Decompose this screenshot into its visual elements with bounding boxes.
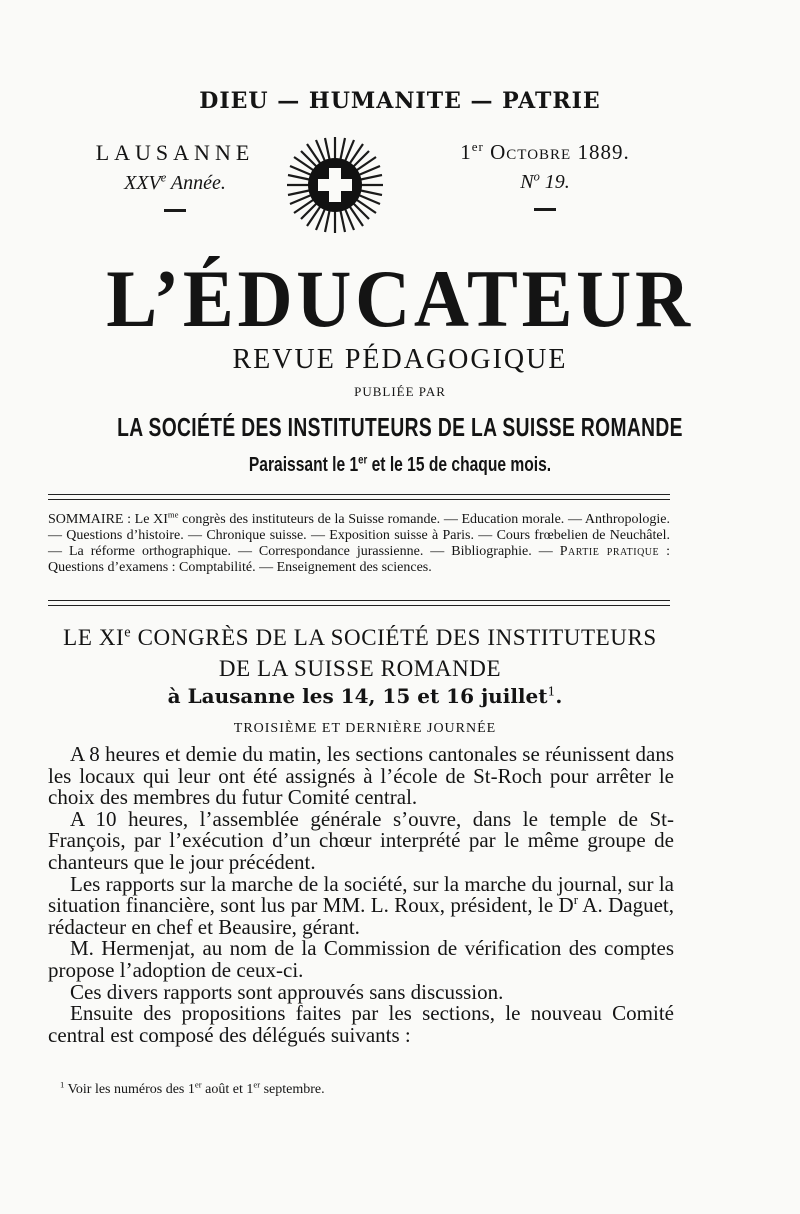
footnote [60, 1079, 680, 1098]
divider-dash [164, 209, 186, 212]
cross-horizontal [318, 179, 352, 191]
paragraph: Ces divers rapports sont approuvés sans discussion. [70, 979, 504, 1004]
header-right [440, 140, 650, 211]
paragraph-part: A. Daguet, rédacteur en chef et Beausire, gérant. [48, 893, 674, 939]
swiss-cross-emblem-icon [285, 135, 385, 235]
paragraph [48, 871, 674, 939]
paragraph-sup: r [573, 892, 579, 908]
footnote-text-b: août et 1 [201, 1082, 254, 1097]
summary-label: SOMMAIRE : [48, 512, 132, 527]
article-title-a: LE XI [63, 625, 125, 650]
divider-dash [534, 208, 556, 211]
paragraph: A 10 heures, l’assemblée générale s’ouvre, dans le temple de St-François, par l’exécution d’un chœur interprété par le même groupe de chanteurs que le jour précédent. [48, 806, 674, 874]
journal-subtitle: REVUE PÉDAGOGIQUE [232, 344, 568, 375]
date-month: Octobre [490, 140, 572, 164]
society-name: LA SOCIÉTÉ DES INSTITUTEURS DE LA SUISSE ROMANDE [117, 412, 683, 442]
date-day: 1 [460, 140, 472, 164]
date-day-sup: er [471, 139, 484, 154]
article-subheading: à Lausanne les 14, 15 et 16 juillet$^1$. [167, 683, 563, 708]
footnote-text-c: septembre. [260, 1082, 325, 1097]
footnote-reference: 1 [547, 683, 556, 699]
year-number: XXV [124, 172, 161, 194]
article-heading [0, 622, 720, 684]
article-heading-line2: DE LA SUISSE ROMANDE [218, 656, 502, 681]
frequency-sup: er [358, 452, 368, 467]
article-subtitle: à Lausanne les 14, 15 et 16 juillet [167, 684, 548, 708]
summary-practical-label: Partie pratique [559, 544, 660, 559]
footnote-sup1: er [194, 1079, 202, 1090]
footnote-text-a: Voir les numéros des 1 [64, 1082, 195, 1097]
article-title-sup: e [124, 624, 132, 641]
paragraph: A 8 heures et demie du matin, les sections cantonales se réunissent dans les locaux qui leur ont été assignés à l’école de St-Roch pour arrêter le choix des membres du futur Comité central. [48, 742, 674, 810]
motto: DIEU — HUMANITE — PATRIE [199, 88, 601, 114]
rule-top-2 [48, 499, 670, 500]
article-title-b: CONGRÈS DE LA SOCIÉTÉ DES INSTITUTEURS [131, 625, 657, 650]
frequency-b: et le 15 de chaque mois. [367, 454, 552, 476]
city: LAUSANNE [95, 140, 255, 165]
paragraph: M. Hermenjat, au nom de la Commission de vérification des comptes propose l’adoption de ceux-ci. [48, 936, 674, 982]
article-heading-line1 [0, 622, 720, 653]
footnote-sup2: er [253, 1079, 261, 1090]
year-sup: e [160, 170, 167, 185]
issue-prefix-sup: o [533, 169, 540, 184]
paragraph: Ensuite des propositions faites par les sections, le nouveau Comité central est composé des délégués suivants : [48, 1001, 674, 1047]
paragraph-part: Les rapports sur la marche de la société, sur la marche du journal, sur la situation financière, sont lus par MM. L. Roux, président, le D [48, 871, 674, 918]
summary-part1-sup: me [167, 509, 179, 520]
publication-frequency [88, 454, 712, 477]
issue-number [440, 171, 650, 194]
issue-date [440, 140, 650, 165]
journal-title: L’ÉDUCATEUR [106, 253, 694, 344]
rule-bottom-1 [48, 600, 670, 601]
footnote-marker: 1 [60, 1079, 65, 1090]
table-of-contents [48, 509, 670, 576]
summary-part3: : Questions d’examens : Comptabilité. — Enseignement des sciences. [48, 544, 670, 575]
rule-bottom-2 [48, 605, 670, 606]
issue-number-value: 19. [544, 171, 570, 193]
date-year: 1889. [577, 140, 630, 164]
header-left [80, 140, 270, 212]
year-volume [80, 172, 270, 195]
summary-part2: congrès des instituteurs de la Suisse romande. — Education morale. — Anthropologie. — Questions d’histoire. — Chronique suisse. — Exposition suisse à Paris. — Cours frœbelien de Neuchâtel. — La réforme orthographique. — Correspondance jurassienne. — Bibliographie. — [48, 512, 670, 559]
section-heading: TROISIÈME ET DERNIÈRE JOURNÉE [233, 721, 497, 736]
summary-part1: Le XI [131, 512, 168, 527]
frequency-a: Paraissant le 1 [248, 454, 359, 476]
issue-prefix: N [520, 171, 534, 193]
article-body [48, 744, 674, 1046]
rule-top-1 [48, 494, 670, 495]
year-label: Année. [170, 172, 226, 194]
published-by: PUBLIÉE PAR [354, 384, 446, 399]
